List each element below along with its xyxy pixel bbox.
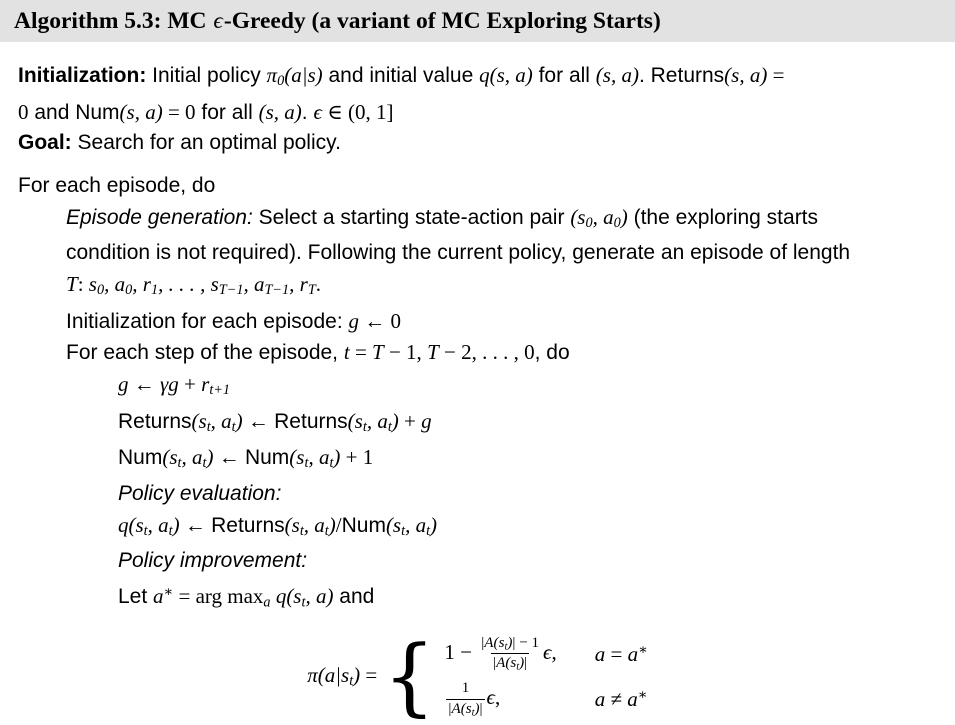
math-run: (s, a) [119,99,163,124]
fraction-numerator [460,679,472,699]
math-run: (s [191,408,207,433]
case-1-expression [444,634,556,674]
text-run: and [333,585,375,609]
text-run: Num [244,446,290,470]
cases-brace: { [383,627,436,725]
math-run: (s [162,445,178,470]
math-run: (s [493,634,505,651]
math-run: π [266,63,278,87]
text-run: condition is not required). Following the current policy, generate an episode of length [66,241,851,265]
math-run: = [767,63,785,87]
math-run: (s, a) [258,99,302,124]
text-run: . Returns [638,64,725,87]
math-subscript: t [324,522,329,539]
text-run: and Num [28,100,120,124]
math-run: T [427,340,439,365]
math-run: . [315,271,322,296]
algorithm-body [0,42,955,725]
math-run: ← [242,408,275,433]
math-run: γg [160,371,179,396]
math-run: − 1, [383,340,428,365]
math-subscript: t [426,522,431,539]
case-1-post [543,640,557,664]
math-run: , [495,685,501,710]
line-q-update [0,510,955,547]
math-run: = [605,641,628,666]
math-subscript: t [304,455,309,472]
math-run: , r [289,271,308,296]
text-run: Initial policy [146,64,267,87]
line-initialization-2 [0,97,955,129]
math-run: ) [519,655,525,672]
line-g-update [0,369,955,406]
math-run: a [627,687,638,712]
math-run: , a [405,512,427,537]
math-run: r [201,371,210,396]
math-run: ) [391,408,399,433]
text-run: Returns [274,409,348,433]
math-subscript: t [206,418,211,435]
math-run: q(s, a) [479,63,533,87]
math-subscript: t [177,455,182,472]
math-subscript: t [516,661,520,673]
math-run: (s [347,408,363,433]
math-run: ) [430,512,438,537]
text-run: (the exploring starts [627,205,819,229]
math-run: (s [385,512,402,537]
math-subscript: 0 [277,73,285,90]
math-run: (a|s) [284,63,323,87]
math-superscript: ∗ [638,641,648,658]
title-text: -Greedy (a variant of MC Exploring Starts) [223,7,661,34]
line-episode-generation-2 [0,238,955,269]
math-run: a [627,641,639,666]
text-run: , do [534,341,570,365]
math-run: (s [570,204,586,229]
math-superscript: ∗ [637,686,648,703]
math-subscript: t [401,522,406,539]
math-run: , a) [305,584,334,609]
math-run: ) [172,512,180,537]
line-policy-improvement-label [0,546,955,577]
title-text: Algorithm 5.3: MC [14,7,213,34]
math-run: , a [104,271,126,296]
math-run: ϵ [543,639,552,664]
math-subscript: t [231,418,236,435]
math-run: g [118,371,129,396]
math-subscript: t [299,522,304,539]
math-subscript: t+1 [209,381,231,398]
math-run: q(s [118,512,144,537]
math-run: ) [206,445,214,470]
math-run: ← [213,445,245,470]
math-subscript: T−1 [218,281,244,298]
math-run: t [343,340,350,365]
math-run: − 2, . . . , 0 [438,340,535,365]
text-run: for all [532,64,596,87]
math-run: 1 − [444,639,478,664]
italic-label: Episode generation: [66,205,253,229]
math-run: , [551,639,557,664]
math-run: (s, a) [724,63,768,87]
case-1-condition [595,641,648,667]
math-subscript: 1 [150,281,159,298]
text-run: and initial value [322,64,480,87]
formula-lhs [307,663,377,690]
math-run: , a [181,445,203,470]
math-run: | [493,655,497,672]
script-a-symbol: A [451,700,461,717]
math-run: ← 0 [359,308,402,333]
math-run: s [88,271,97,296]
line-num-update [0,442,955,479]
math-subscript: 0 [125,281,133,298]
text-run: for all [195,100,259,124]
math-run: = 0 [162,99,196,124]
math-run: a [594,641,606,666]
math-run: = arg max [173,584,264,609]
text-run: Select a starting state-action pair [252,205,571,229]
fraction-numerator [479,634,541,654]
math-run: q(s [270,584,302,609]
bold-label: Initialization: [18,64,147,87]
line-let-astar [0,577,955,618]
math-run: ← [179,512,212,537]
text-run: Search for an optimal policy. [71,131,341,155]
math-run: ) [333,445,341,470]
math-run: a [594,687,606,712]
math-subscript: t [504,641,508,652]
math-superscript: ∗ [163,583,174,600]
math-subscript: t [387,418,392,435]
line-goal [0,128,955,159]
algorithm-title [14,8,661,35]
line-policy-evaluation-label [0,479,955,510]
math-run: (s [505,655,517,672]
math-run: | [481,634,485,651]
math-run: g [421,408,432,433]
script-a-symbol: A [496,655,506,672]
math-run: , a [592,204,614,229]
text-run: Returns [118,409,192,433]
formula-cases [444,634,647,720]
italic-label: Policy evaluation: [118,481,282,505]
math-run: = [360,662,378,687]
math-run: ) [328,512,336,537]
math-run: | [524,655,528,672]
algorithm-title-bar [0,0,955,42]
math-run: ) [235,408,243,433]
math-subscript: T−1 [264,281,290,298]
math-subscript: t [362,418,367,435]
case-2-post [487,685,501,709]
math-run: | − 1 [512,634,540,651]
case-2-expression [444,679,500,719]
math-run: + [398,408,422,433]
italic-label: Policy improvement: [118,549,308,573]
math-run: ∈ (0, 1] [321,99,394,124]
line-episode-init [0,306,955,338]
math-subscript: t [143,522,148,539]
math-subscript: t [202,455,207,472]
math-run: , a [243,271,265,296]
math-run: T [66,271,78,296]
math-run: ϵ [486,685,496,710]
math-run: 1 [461,680,470,697]
math-subscript: a [263,594,271,611]
text-run: For each episode, do [18,173,216,197]
line-episode-generation-1 [0,202,955,239]
title-epsilon-symbol: ϵ [213,7,223,34]
line-for-each-step [0,337,955,369]
math-run: , a [303,512,325,537]
math-subscript: 0 [585,214,593,231]
text-run: Num [341,513,386,537]
math-run: | [448,700,452,717]
math-run: T [372,340,384,365]
math-run: + 1 [340,445,374,470]
text-run: . [301,100,314,124]
math-run: , r [132,271,151,296]
math-run: , a [366,408,388,433]
math-run: , a [210,408,232,433]
math-run: = [349,340,373,365]
math-run: , . . . , s [158,271,219,296]
math-subscript: T [307,281,316,298]
text-run: Returns [211,513,285,537]
case-2-fraction [446,679,484,719]
line-episode-sequence [0,269,955,306]
math-run: + [178,371,202,396]
fraction-denominator [491,653,529,674]
math-run: , a [308,445,330,470]
math-subscript: 0 [613,214,621,231]
math-run: / [335,512,342,537]
math-subscript: 0 [96,281,105,298]
math-subscript: t [168,522,173,539]
script-a-symbol: A [484,634,494,651]
case-1-fraction [479,634,541,674]
fraction-denominator [446,699,484,720]
text-run: Initialization for each episode: [66,309,349,333]
policy-formula [0,627,955,725]
text-run: Num [118,446,163,470]
math-subscript: t [329,455,334,472]
line-returns-update [0,406,955,443]
math-run: a [153,584,164,609]
math-run: ≠ [605,687,628,712]
math-run: (s [289,445,305,470]
math-subscript: t [301,594,306,611]
math-run: (s, a) [595,63,639,87]
math-run: ) [620,204,628,229]
math-run: ) [353,662,361,687]
math-run: π(a|s [307,662,350,687]
math-run: : [77,271,89,296]
math-run: 0 [18,99,29,124]
math-run: , a [147,512,169,537]
math-run: (s [460,700,472,717]
math-subscript: t [349,673,354,690]
math-run: | [479,700,483,717]
math-run: ← [128,371,160,396]
math-subscript: t [471,706,475,718]
case-2-condition [595,686,648,712]
case-1-pre [444,640,477,664]
line-for-each-episode [0,171,955,202]
bold-label: Goal: [18,131,72,155]
math-run: g [348,308,360,333]
text-run: For each step of the episode, [66,341,344,365]
text-run: Let [118,585,154,609]
line-initialization-1 [0,60,955,97]
math-run: ) [507,634,513,651]
math-run: ϵ [313,99,322,124]
math-run: ) [474,700,480,717]
math-run: (s [284,512,300,537]
